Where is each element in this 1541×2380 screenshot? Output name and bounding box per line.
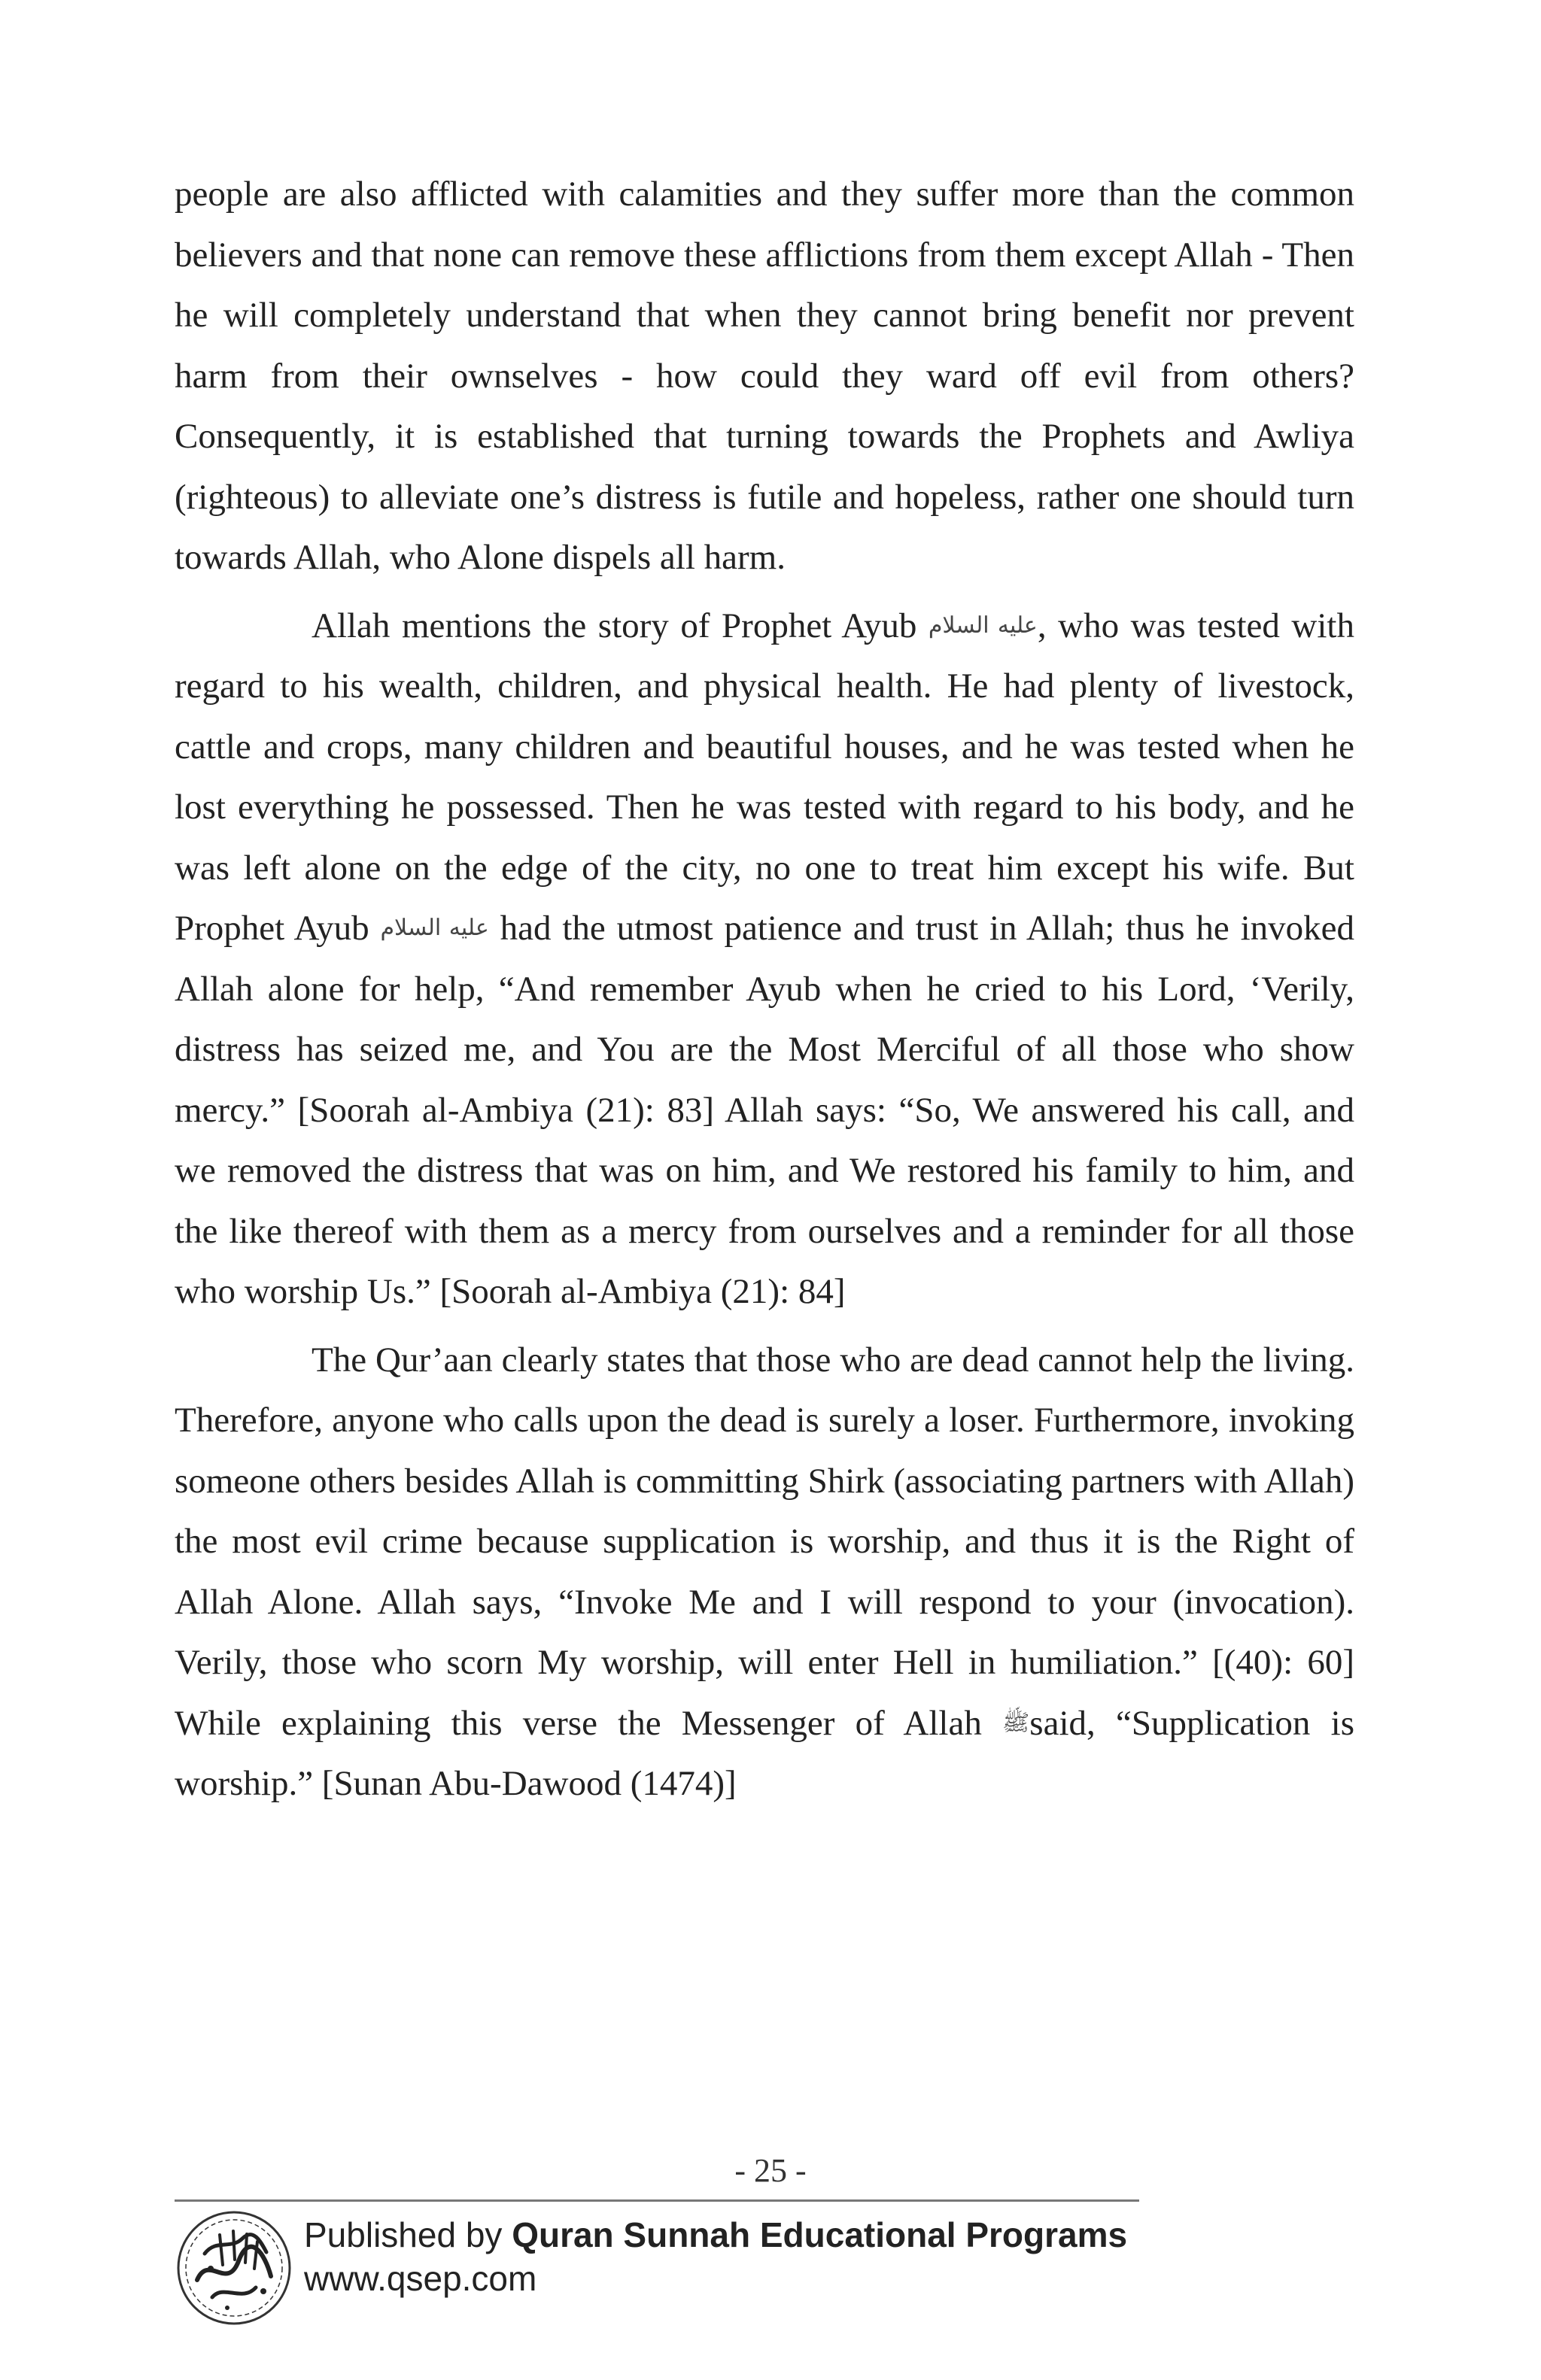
paragraph-3-text-b: said, “Supplication is worship.” [Sunan Abu-Dawood (1474)] — [175, 1703, 1354, 1803]
paragraph-2-text-c: had the utmost patience and trust in Allah; thus he invoked Allah alone for help, “And remember Ayub when he cried to his Lord, ‘Verily, distress has seized me, and You are the Most Merciful of all those who show mercy.” [Soorah al-Ambiya (21): 83] Allah says: “So, We answered his call, and we removed the distress that was on him, and We restored his family to him, and the like thereof with them as a mercy from ourselves and a reminder for all those who worship Us.” [Soorah al-Ambiya (21): 84] — [175, 909, 1354, 1311]
page-body — [175, 164, 1354, 1822]
page-number: - 25 - — [734, 2152, 807, 2189]
paragraph-2-text-a: Allah mentions the story of Prophet Ayub — [312, 606, 929, 645]
calligraphy-seal-icon — [175, 2208, 293, 2327]
honorific-salallahu-alayhi-wasallam: ﷺ — [1002, 1710, 1030, 1735]
footer-publisher — [304, 2213, 1127, 2300]
honorific-alayhis-salam: عليه السلام — [928, 612, 1038, 638]
footer-divider — [175, 2199, 1139, 2202]
website-link[interactable]: www.qsep.com — [304, 2259, 537, 2298]
paragraph-1-text: people are also afflicted with calamities and they suffer more than the common believers and that none can remove these afflictions from them except Allah - Then he will completely understand that when they cannot bring benefit nor prevent harm from their ownselves - how could they ward off evil from others? Consequently, it is established that turning towards the Prophets and Awliya (righteous) to alleviate one’s distress is futile and hopeless, rather one should turn towards Allah, who Alone dispels all harm. — [175, 175, 1354, 577]
published-by-label: Published by — [304, 2215, 512, 2254]
paragraph-1 — [175, 164, 1354, 588]
organization-name: Quran Sunnah Educational Programs — [512, 2215, 1128, 2254]
paragraph-3 — [175, 1330, 1354, 1814]
footer-published-line — [304, 2213, 1127, 2257]
paragraph-2-text-b: , who was tested with regard to his wealth, children, and physical health. He had plenty of livestock, cattle and crops, many children and beautiful houses, and he was tested when he lost everything he possessed. Then he was tested with regard to his body, and he was left alone on the edge of the city, no one to treat him except his wife. But Prophet Ayub — [175, 606, 1354, 948]
paragraph-2 — [175, 596, 1354, 1322]
honorific-alayhis-salam: عليه السلام — [380, 915, 489, 940]
paragraph-3-text-a: The Qur’aan clearly states that those who are dead cannot help the living. Therefore, anyone who calls upon the dead is surely a loser. Furthermore, invoking someone others besides Allah is committing Shirk (associating partners with Allah) the most evil crime because supplication is worship, and thus it is the Right of Allah Alone. Allah says, “Invoke Me and I will respond to your (invocation). Verily, those who scorn My worship, will enter Hell in humiliation.” [(40): 60] While explaining this verse the Messenger of Allah — [175, 1340, 1354, 1743]
